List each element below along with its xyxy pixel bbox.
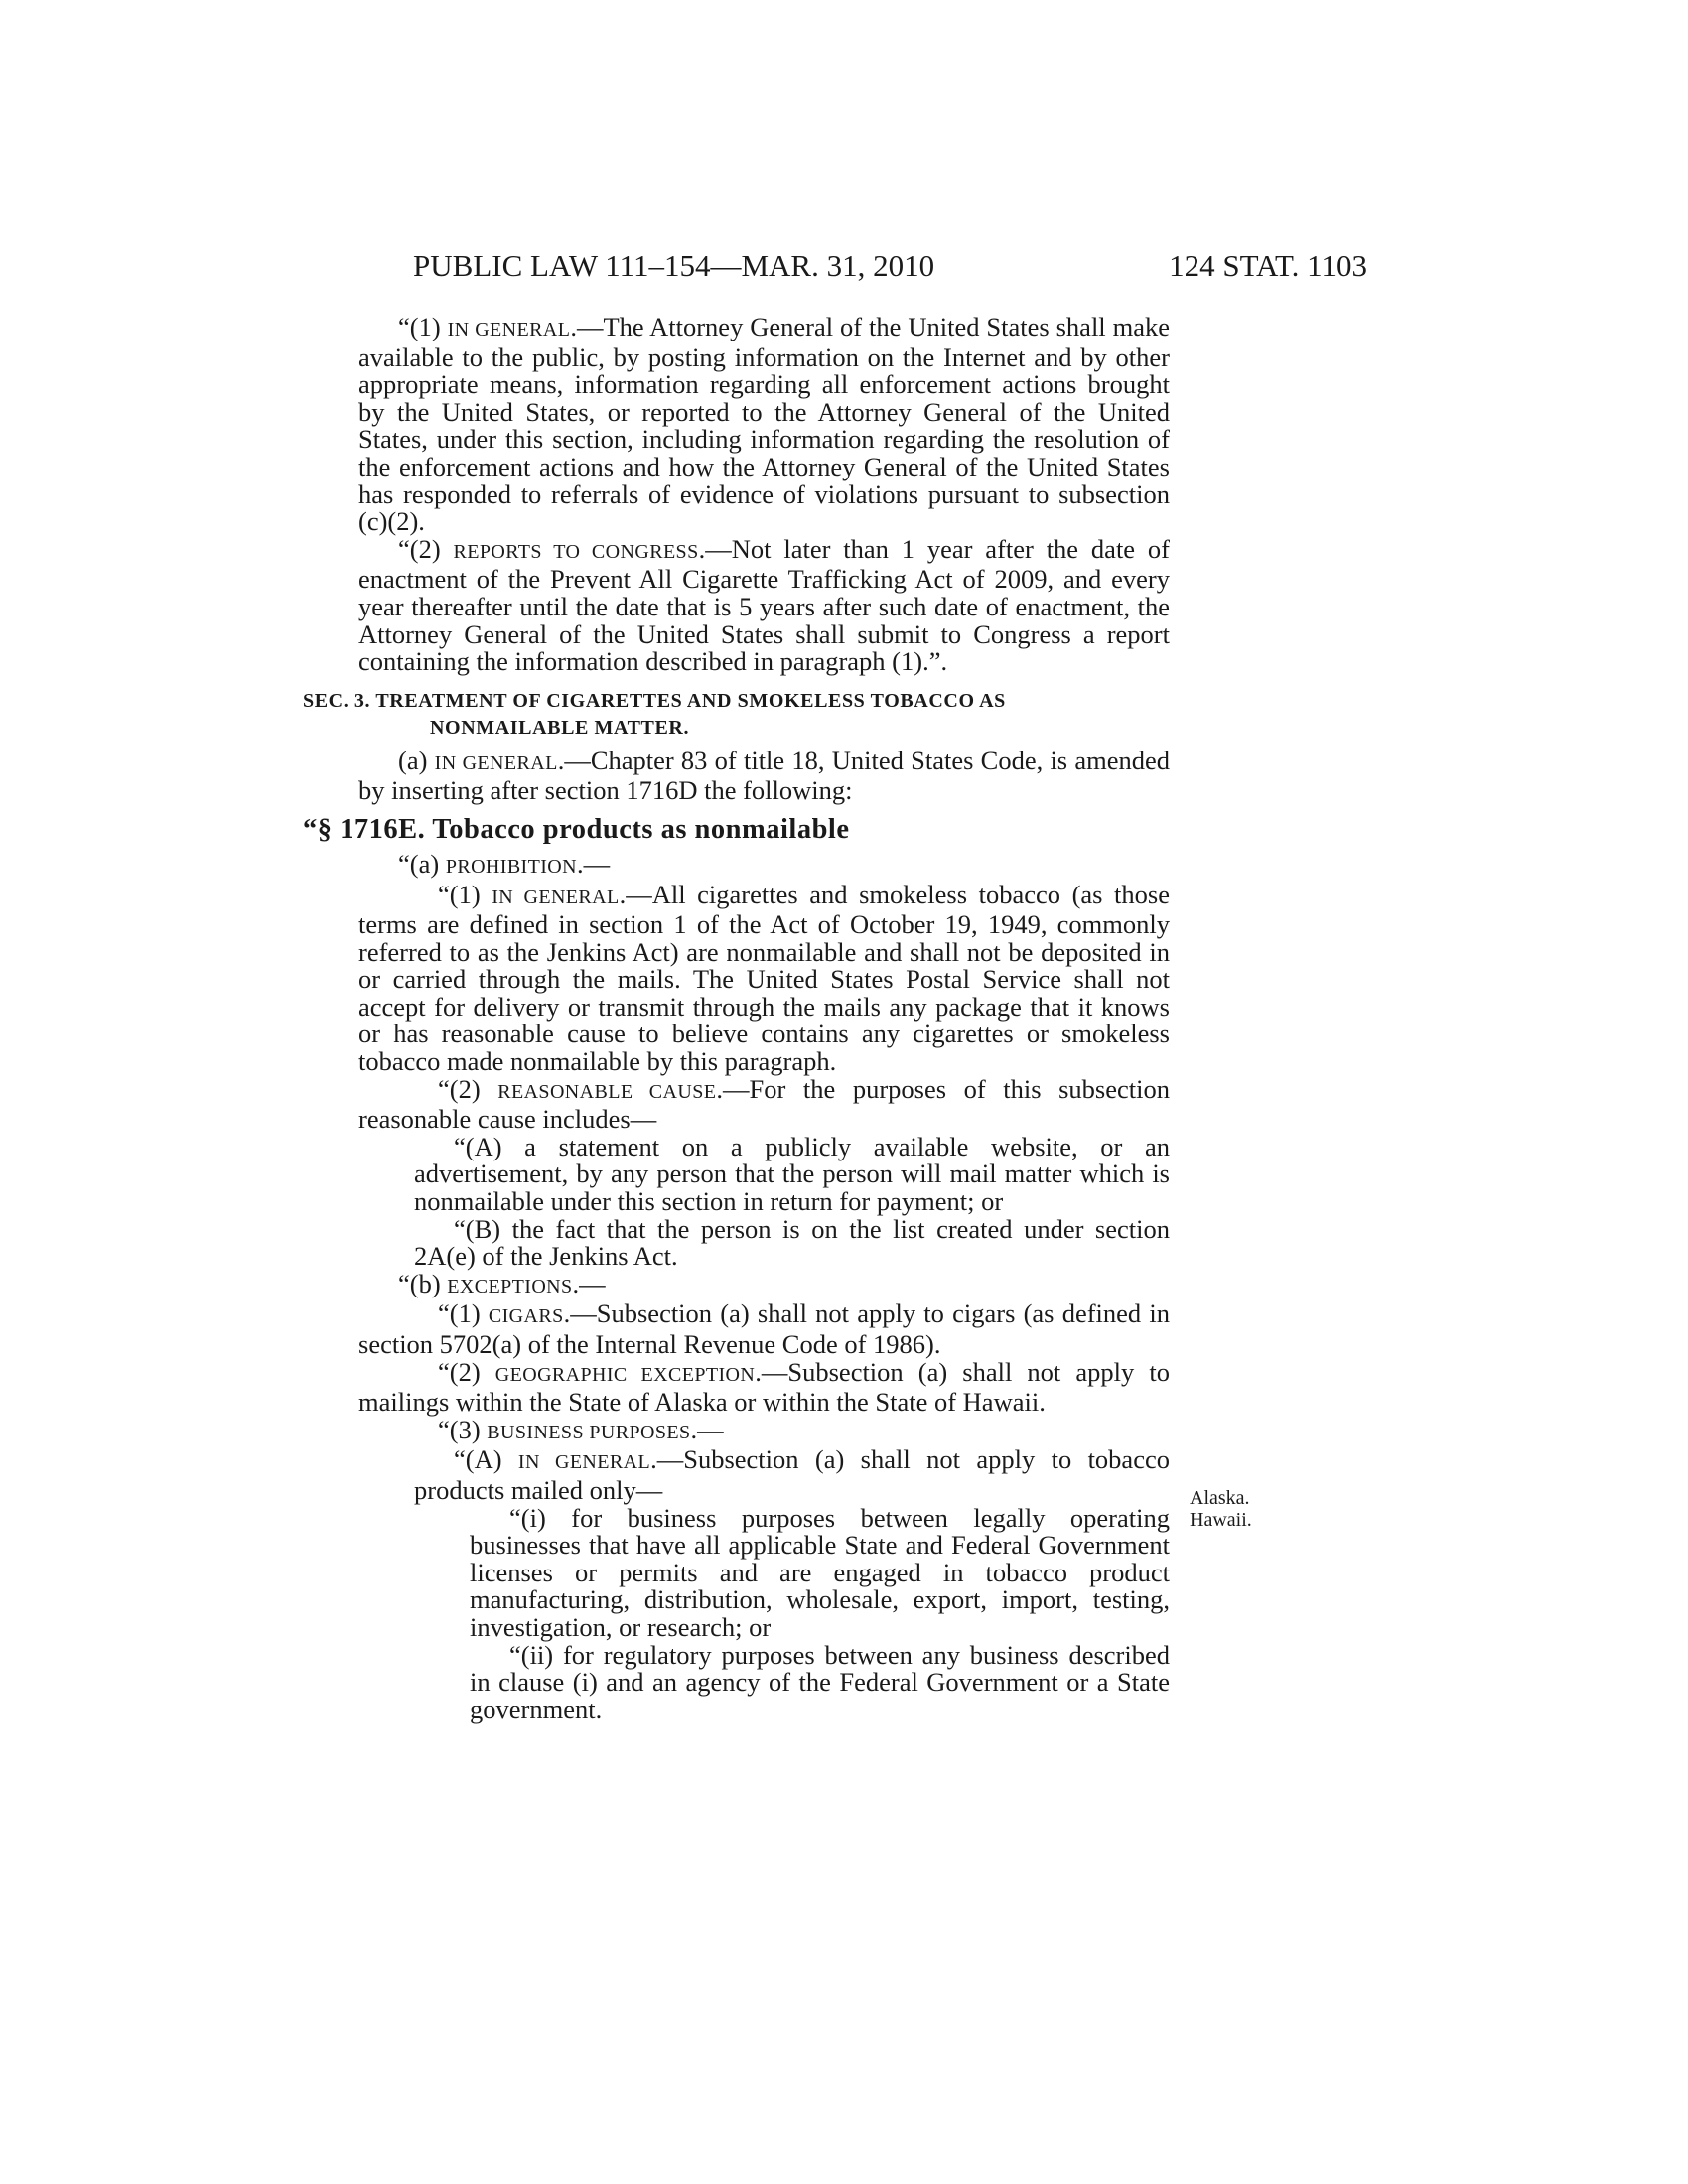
margin-note-hawaii: Hawaii. bbox=[1190, 1509, 1252, 1531]
document-body bbox=[303, 312, 1170, 1724]
public-law-citation: PUBLIC LAW 111–154—MAR. 31, 2010 bbox=[413, 248, 935, 283]
clause-b3a-ii: “(ii) for regulatory purposes between any business described in clause (i) and an agency of the Federal Government or a State government. bbox=[470, 1639, 1170, 1724]
section-3-heading: SEC. 3. TREATMENT OF CIGARETTES AND SMOKELESS TOBACCO AS NONMAILABLE MATTER. bbox=[303, 689, 1006, 739]
margin-note-alaska: Alaska. bbox=[1190, 1487, 1250, 1509]
paragraph-2-reports-to-congress: “(2) REPORTS TO CONGRESS.—Not later than 1 year after the date of enactment of the Prevent All Cigarette Trafficking Act of 2009, and every year thereafter until the date that is 5 years after such date of enactment, the Attorney General of the United States shall submit to Congress a report containing the information described in paragraph (1).”. bbox=[358, 533, 1170, 677]
subsection-a-prohibition: “(a) PROHIBITION.— bbox=[398, 848, 611, 879]
section-1716e-heading: “§ 1716E. Tobacco products as nonmailable bbox=[303, 813, 850, 845]
margin-note-alaska-hawaii bbox=[1190, 1487, 1289, 1531]
subparagraph-b3a-in-general: “(A) IN GENERAL.—Subsection (a) shall not apply to tobacco products mailed only— bbox=[414, 1444, 1170, 1505]
paragraph-1-in-general: “(1) IN GENERAL.—The Attorney General of the United States shall make available to the public, by posting information on the Internet and by other appropriate means, information regarding all enforcement actions brought by the United States, or reported to the Attorney General of the United States, under this section, including information regarding the resolution of the enforcement actions and how the Attorney General of the United States has responded to referrals of evidence of violations pursuant to subsection (c)(2). bbox=[358, 312, 1170, 537]
page-header bbox=[413, 244, 1367, 288]
clause-a2-b: “(B) the fact that the person is on the list created under section 2A(e) of the Jenkins Act. bbox=[414, 1213, 1170, 1272]
subsection-a-in-general: (a) IN GENERAL.—Chapter 83 of title 18, United States Code, is amended by inserting after section 1716D the following: bbox=[358, 745, 1170, 806]
paragraph-b3-business-purposes: “(3) BUSINESS PURPOSES.— bbox=[438, 1414, 724, 1444]
subsection-b-exceptions: “(b) EXCEPTIONS.— bbox=[398, 1268, 606, 1298]
clause-a2-a: “(A) a statement on a publicly available website, or an advertisement, by any person that the person will mail matter which is nonmailable under this section in return for payment; or bbox=[414, 1131, 1170, 1217]
paragraph-b1-cigars: “(1) CIGARS.—Subsection (a) shall not apply to cigars (as defined in section 5702(a) of the Internal Revenue Code of 1986). bbox=[358, 1298, 1170, 1359]
clause-b3a-i: “(i) for business purposes between legally operating businesses that have all applicable State and Federal Government licenses or permits and are engaged in tobacco product manufacturing, distribution, wholesale, export, import, testing, investigation, or research; or bbox=[470, 1502, 1170, 1642]
paragraph-b2-geographic-exception: “(2) GEOGRAPHIC EXCEPTION.—Subsection (a) shall not apply to mailings within the State of Alaska or within the State of Hawaii. bbox=[358, 1356, 1170, 1418]
paragraph-a2-reasonable-cause: “(2) REASONABLE CAUSE.—For the purposes of this subsection reasonable cause includes— bbox=[358, 1073, 1170, 1135]
paragraph-a1-in-general: “(1) IN GENERAL.—All cigarettes and smokeless tobacco (as those terms are defined in section 1 of the Act of October 19, 1949, commonly referred to as the Jenkins Act) are nonmailable and shall not be deposited in or carried through the mails. The United States Postal Service shall not accept for delivery or transmit through the mails any package that it knows or has reasonable cause to believe contains any cigarettes or smokeless tobacco made nonmailable by this paragraph. bbox=[358, 879, 1170, 1077]
statute-page-number: 124 STAT. 1103 bbox=[1169, 248, 1367, 283]
